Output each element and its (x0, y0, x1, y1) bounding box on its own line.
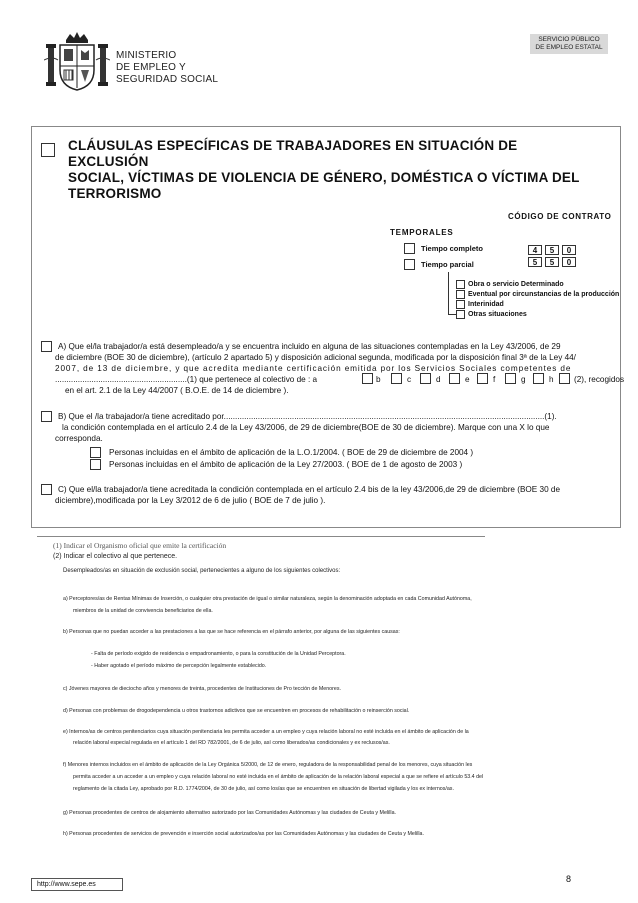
section-b-line: la condición contemplada en el artículo 2.4 de la Ley 43/2006, de 29 de diciembre(BOE de 30 de diciembre). Marque con una X lo que (62, 423, 550, 432)
suboption-label: Obra o servicio Determinado (468, 281, 564, 288)
colectivo-letter: h (549, 375, 554, 384)
colectivo-item-b: b) Personas que no puedan acceder a las prestaciones a las que se hace referencia en el párrafo anterior, por alguna de las siguientes causas: (63, 629, 400, 635)
ministry-name (116, 50, 218, 86)
colectivo-f-checkbox[interactable] (505, 373, 516, 384)
eventual-checkbox[interactable] (456, 290, 465, 299)
colectivo-item-a: a) Perceptores/as de Rentas Mínimas de Inserción, o cualquier otra prestación de igual o similar naturaleza, según la denominación adoptada en cada Comunidad Autónoma, (63, 596, 472, 602)
lo-1-2004-checkbox[interactable] (90, 447, 101, 458)
section-b-option: Personas incluidas en el ámbito de aplicación de la L.O.1/2004. ( BOE de 29 de diciembre de 2004 ) (109, 448, 474, 457)
code-digit: 0 (562, 245, 576, 255)
section-a-line: en el art. 2.1 de la Ley 44/2007 ( B.O.E. de 14 de diciembre ). (65, 386, 289, 395)
colectivo-letter: d (436, 375, 441, 384)
code-digit: 5 (545, 257, 559, 267)
sepe-line: SERVICIO PÚBLICO (538, 36, 600, 43)
colectivo-item-f-cont: reglamento de la citada Ley, aprobado por R.D. 1774/2004, de 30 de julio, así como los/as que se encuentren en situación de libertad vigilada y los ex internos/as. (73, 786, 454, 792)
section-a-line: A) Que el/la trabajador/a está desempleado/a y se encuentra incluido en alguna de las situaciones contempladas en la Ley 43/2006, de 29 (58, 342, 561, 351)
section-c-line: C) Que el/la trabajador/a tiene acreditada la condición contemplada en el artículo 2.4 bis de la ley 43/2006,de 29 de diciembre (BOE 30 de (58, 485, 561, 494)
colectivo-letter: b (376, 375, 381, 384)
colectivo-item-b1: - Falta de período exigido de residencia o empadronamiento, o para la constitución de la Unidad Perceptora. (91, 651, 346, 657)
colectivo-item-b2: - Haber agotado el período máximo de percepción legalmente establecido. (91, 663, 267, 669)
colectivo-item-e: e) Internos/as de centros penitenciarios cuya situación penitenciaria les permita acceder a un empleo y cuya relación laboral no esté incluida en el ámbito de aplicación de la (63, 729, 469, 735)
colectivo-letter: e (465, 375, 470, 384)
section-c-line: diciembre),modificada por la Ley 3/2012 de 6 de julio ( BOE de 7 de julio ). (55, 496, 326, 505)
code-digit: 5 (528, 257, 542, 267)
temporales-label: TEMPORALES (390, 228, 454, 237)
codigo-contrato-label: CÓDIGO DE CONTRATO (508, 212, 612, 221)
colectivo-h-checkbox[interactable] (559, 373, 570, 384)
tiempo-completo-checkbox[interactable] (404, 243, 415, 254)
colectivo-item-g: g) Personas procedentes de centros de alojamiento alternativo autorizado por las Comunidades Autónomas y las ciudades de Ceuta y Melilla. (63, 810, 397, 816)
colectivo-d-checkbox[interactable] (449, 373, 460, 384)
sepe-badge (530, 34, 608, 54)
section-a-checkbox[interactable] (41, 341, 52, 352)
suboption-bracket (448, 272, 456, 315)
section-a-line: ..........................................................(1) que pertenece al colectivo de : a (55, 375, 318, 384)
page-number: 8 (566, 874, 572, 884)
colectivo-c-checkbox[interactable] (420, 373, 431, 384)
section-b-checkbox[interactable] (41, 411, 52, 422)
colectivo-e-checkbox[interactable] (477, 373, 488, 384)
colectivo-a-checkbox[interactable] (362, 373, 373, 384)
code-digit: 4 (528, 245, 542, 255)
section-a-line: (2), recogidos (574, 375, 625, 384)
code-digit: 0 (562, 257, 576, 267)
colectivo-item-h: h) Personas procedentes de servicios de prevención e inserción social autorizados/as por las Comunidades Autónomas y las ciudades de Ceuta y Melilla. (63, 831, 424, 837)
tiempo-parcial-checkbox[interactable] (404, 259, 415, 270)
tiempo-completo-label: Tiempo completo (421, 244, 483, 253)
footnote-2: (2) Indicar el colectivo al que pertenece. (53, 553, 178, 560)
colectivo-item-c: c) Jóvenes mayores de dieciocho años y menores de treinta, procedentes de Instituciones de Pro tección de Menores. (63, 686, 341, 692)
ministry-line: DE EMPLEO Y (116, 62, 186, 73)
section-b-option: Personas incluidas en el ámbito de aplicación de la Ley 27/2003. ( BOE de 1 de agosto de 2003 ) (109, 460, 463, 469)
colectivo-item-d: d) Personas con problemas de drogodependencia u otros trastornos adictivos que se encuentren en procesos de rehabilitación o reinserción social. (63, 708, 410, 714)
ley-27-2003-checkbox[interactable] (90, 459, 101, 470)
sepe-website-link[interactable]: http://www.sepe.es (31, 878, 123, 891)
colectivo-b-checkbox[interactable] (391, 373, 402, 384)
footnote-1: (1) Indicar el Organismo oficial que emite la certificación (53, 541, 227, 550)
colectivo-g-checkbox[interactable] (533, 373, 544, 384)
coat-of-arms-logo (44, 30, 110, 92)
form-title (68, 138, 598, 202)
tiempo-parcial-label: Tiempo parcial (421, 260, 474, 269)
section-a-line: 2007, de 13 de diciembre, y que acredita mediante certificación emitida por los Servicios Sociales competentes de (55, 364, 572, 373)
colectivo-item-a-cont: miembros de la unidad de convivencia beneficiarios de ella. (73, 608, 213, 614)
title-line: TERRORISMO (68, 186, 162, 201)
colectivo-item-f-cont: permita acceder a un acceder a un empleo y cuya relación laboral no esté incluida en el ámbito de aplicación de la relación laboral especial a que se refiere el artículo 53.4 del (73, 774, 484, 780)
clause-select-checkbox[interactable] (41, 143, 55, 157)
colectivo-item-e-cont: relación laboral especial regulada en el artículo 1 del RD 782/2001, de 6 de julio, así como liberados/as condicionales y ex reclusos/as. (73, 740, 390, 746)
footnote-intro: Desempleados/as en situación de exclusión social, pertenecientes a alguno de los siguientes colectivos: (63, 568, 341, 574)
suboption-label: Eventual por circunstancias de la producción (468, 291, 620, 298)
section-b-line: corresponda. (55, 434, 103, 443)
ministry-line: SEGURIDAD SOCIAL (116, 74, 219, 85)
sepe-line: DE EMPLEO ESTATAL (535, 44, 603, 51)
colectivo-letter: g (521, 375, 526, 384)
suboption-label: Interinidad (468, 301, 504, 308)
suboption-label: Otras situaciones (468, 311, 527, 318)
interinidad-checkbox[interactable] (456, 300, 465, 309)
otras-situaciones-checkbox[interactable] (456, 310, 465, 319)
ministry-line: MINISTERIO (116, 50, 177, 61)
obra-servicio-checkbox[interactable] (456, 280, 465, 289)
section-b-line: B) Que el /la trabajador/a tiene acreditado por.............................................................................................................................................(1). (58, 412, 557, 421)
section-c-checkbox[interactable] (41, 484, 52, 495)
colectivo-letter: c (407, 375, 412, 384)
title-line: CLÁUSULAS ESPECÍFICAS DE TRABAJADORES EN SITUACIÓN DE EXCLUSIÓN (68, 138, 518, 169)
footnote-divider (37, 536, 485, 537)
section-a-line: de diciembre (BOE 30 de diciembre), (artículo 2 apartado 5) y disposición adicional segunda, modificada por la disposición final 3ª de la Ley 44/ (55, 353, 576, 362)
colectivo-item-f: f) Menores internos incluidos en el ámbito de aplicación de la Ley Orgánica 5/2000, de 12 de enero, reguladora de la responsabilidad penal de los menores, cuya situación les (63, 762, 473, 768)
title-line: SOCIAL, VÍCTIMAS DE VIOLENCIA DE GÉNERO, DOMÉSTICA O VÍCTIMA DEL (68, 170, 580, 185)
colectivo-letter: f (493, 375, 496, 384)
code-digit: 5 (545, 245, 559, 255)
